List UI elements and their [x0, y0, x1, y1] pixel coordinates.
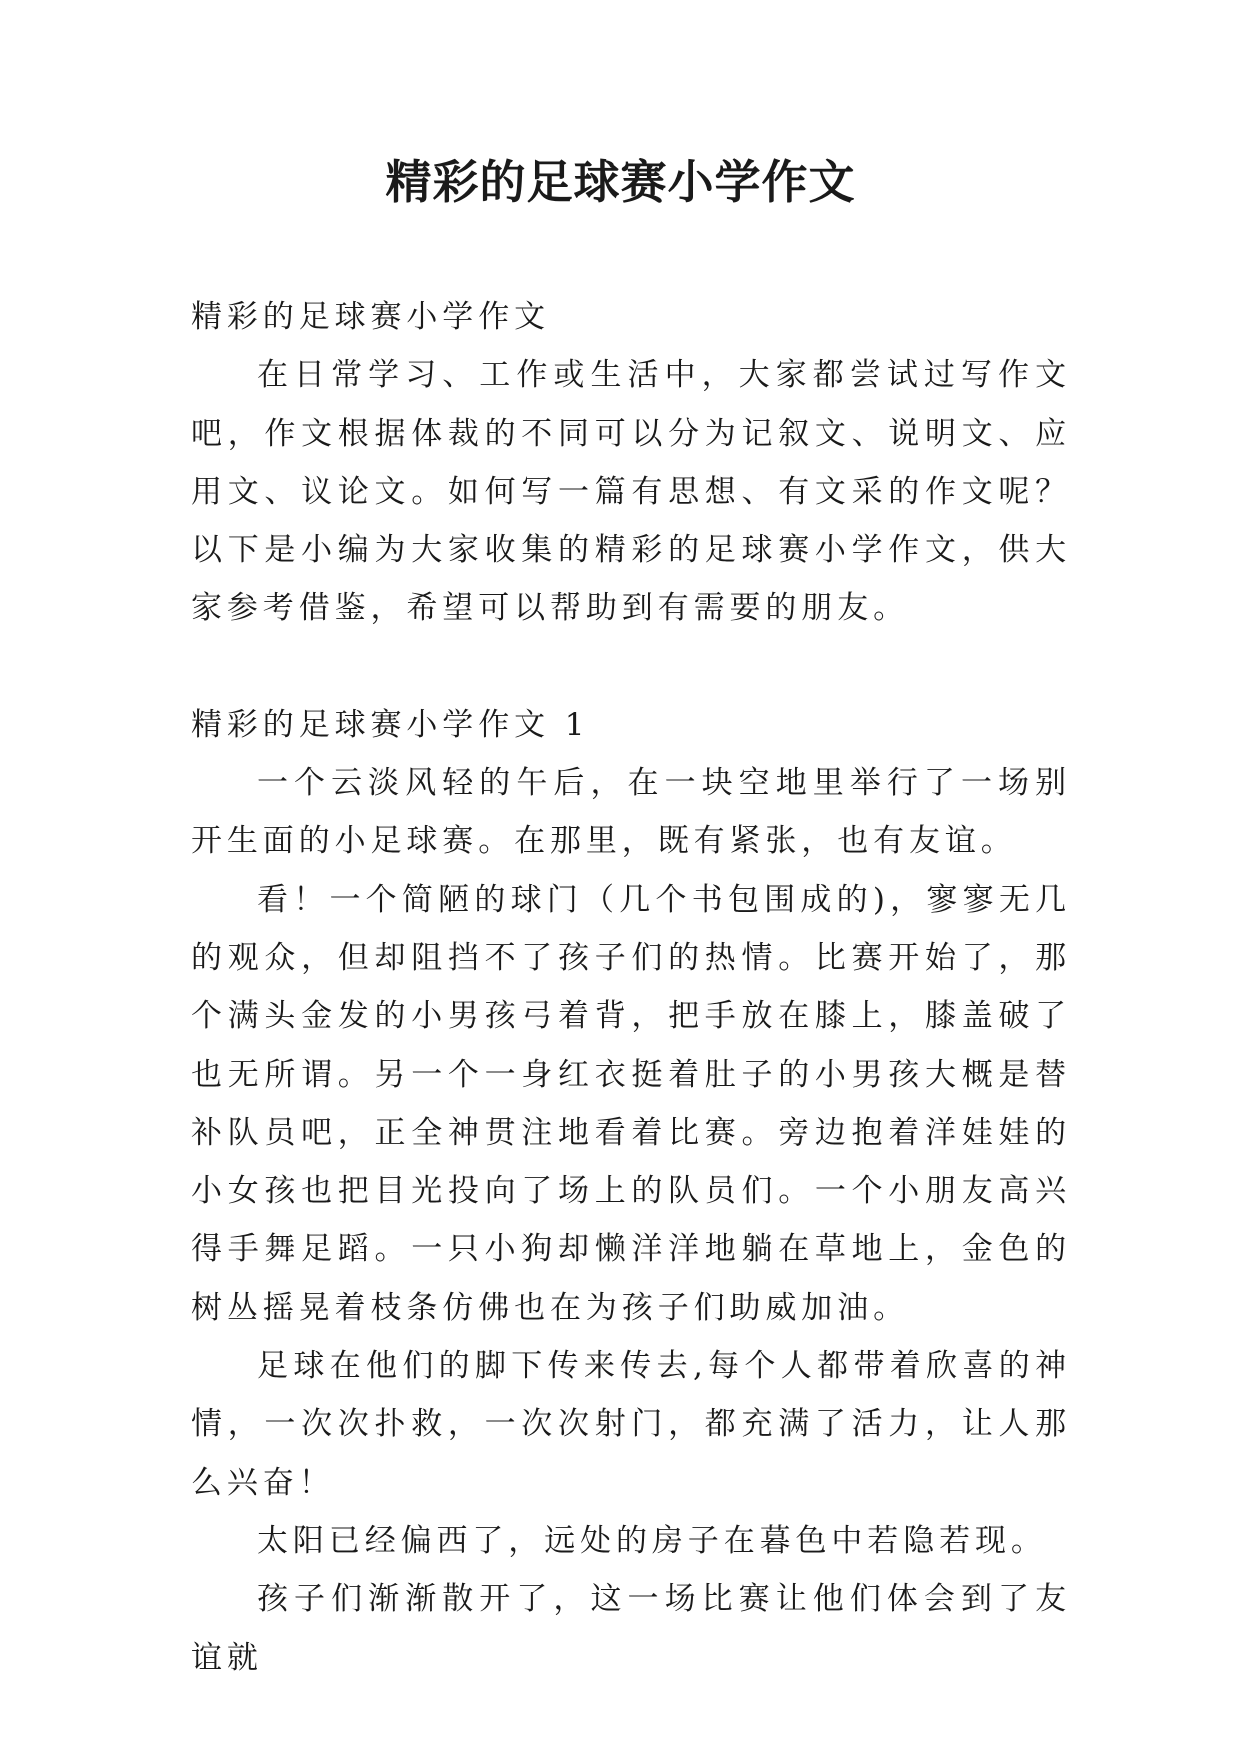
section-heading: 精彩的足球赛小学作文 1	[191, 706, 590, 743]
body-paragraph: 孩子们渐渐散开了，这一场比赛让他们体会到了友谊就	[191, 1581, 1071, 1676]
body-paragraph: 太阳已经偏西了，远处的房子在暮色中若隐若现。	[257, 1522, 1047, 1559]
body-paragraph: 足球在他们的脚下传来传去,每个人都带着欣喜的神情，一次次扑救，一次次射门，都充满了活力，让人那么兴奋！	[191, 1348, 1071, 1501]
body-paragraph: 看！一个简陋的球门（几个书包围成的)，寥寥无几的观众，但却阻挡不了孩子们的热情。比赛开始了，那个满头金发的小男孩弓着背，把手放在膝上，膝盖破了也无所谓。另一个一身红衣挺着肚子的小男孩大概是替补队员吧，正全神贯注地看着比赛。旁边抱着洋娃娃的小女孩也把目光投向了场上的队员们。一个小朋友高兴得手舞足蹈。一只小狗却懒洋洋地躺在草地上，金色的树丛摇晃着枝条仿佛也在为孩子们助威加油。	[191, 881, 1071, 1326]
document-title: 精彩的足球赛小学作文	[385, 155, 856, 209]
intro-paragraph: 在日常学习、工作或生活中，大家都尝试过写作文吧，作文根据体裁的不同可以分为记叙文、说明文、应用文、议论文。如何写一篇有思想、有文采的作文呢？以下是小编为大家收集的精彩的足球赛小学作文，供大家参考借鉴，希望可以帮助到有需要的朋友。	[191, 357, 1071, 627]
article-subtitle: 精彩的足球赛小学作文	[191, 299, 550, 335]
section-spacer	[191, 638, 1071, 696]
body-paragraph: 一个云淡风轻的午后，在一块空地里举行了一场别开生面的小足球赛。在那里，既有紧张，也有友谊。	[191, 765, 1071, 860]
document-body	[191, 288, 1071, 1687]
